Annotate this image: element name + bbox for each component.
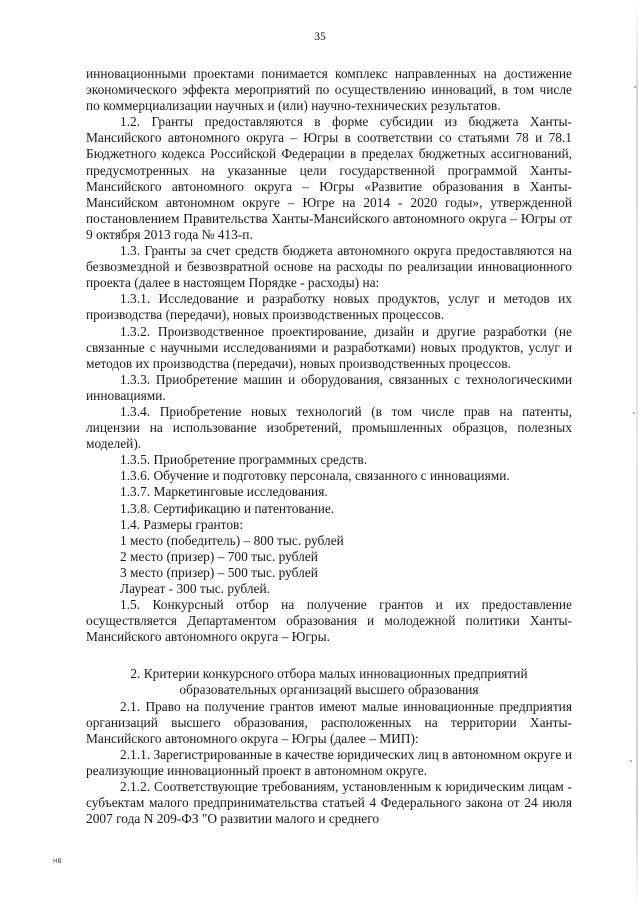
scan-dot (634, 86, 636, 88)
scan-dot (630, 760, 632, 762)
grant-size-third-place: 3 место (призер) – 500 тыс. рублей (120, 564, 318, 580)
paragraph-1-3-3: 1.3.3. Приобретение машин и оборудования, связанных с технологическими инновациями. (86, 371, 572, 403)
paragraph-1-3-8: 1.3.8. Сертификацию и патентование. (120, 500, 335, 516)
paragraph-1-3-4: 1.3.4. Приобретение новых технологий (в том числе прав на патенты, лицензии на использование изобретений, промышленных образцов, полезных моделей). (86, 403, 572, 452)
paragraph-intro-continuation: инновационными проектами понимается комплекс направленных на достижение экономического эффекта мероприятий по осуществлению инноваций, в том числе по коммерциализации научных и (или) научно-технических результатов. (86, 66, 572, 114)
paragraph-1-3: 1.3. Гранты за счет средств бюджета автономного округа предоставляются на безвозмездной и безвозвратной основе на расходы по реализации инновационного проекта (далее в настоящем Порядке - расходы) на: (86, 243, 572, 291)
paragraph-1-5: 1.5. Конкурсный отбор на получение грантов и их предоставление осуществляется Департаментом образования и молодежной политики Ханты-Мансийского автономного округа – Югры. (86, 597, 572, 645)
grant-size-laureate: Лауреат - 300 тыс. рублей. (120, 581, 271, 596)
paragraph-1-3-1: 1.3.1. Исследование и разработку новых продуктов, услуг и методов их производства (передачи), новых производственных процессов. (86, 291, 572, 323)
scan-edge (636, 0, 638, 905)
grant-size-second-place: 2 место (призер) – 700 тыс. рублей (120, 548, 318, 564)
document-body (86, 66, 572, 827)
grant-size-first-place: 1 место (победитель) – 800 тыс. рублей (120, 532, 344, 548)
section-2-heading-line-2: образовательных организаций высшего образования (179, 682, 479, 698)
section-spacer (86, 645, 572, 654)
scan-dot (633, 412, 635, 414)
paragraph-1-3-2: 1.3.2. Производственное проектирование, дизайн и другие разработки (не связанные с научными исследованиями и разработками) новых продуктов, услуг и методов их производства (передачи), новых производственных процессов. (86, 323, 572, 371)
paragraph-1-4: 1.4. Размеры грантов: (120, 516, 244, 532)
paragraph-1-3-6: 1.3.6. Обучение и подготовку персонала, связанного с инновациями. (120, 468, 510, 484)
paragraph-1-3-5: 1.3.5. Приобретение программных средств. (120, 452, 368, 468)
page-number: 35 (314, 31, 326, 43)
paragraph-1-2: 1.2. Гранты предоставляются в форме субсидии из бюджета Ханты-Мансийского автономного округа – Югры в соответствии со статьями 78 и 78.1 Бюджетного кодекса Российской Федерации в пределах бюджетных ассигнований, предусмотренных на указанные цели государственной программой Ханты-Мансийского автономного округа – Югры «Развитие образования в Ханты-Мансийском автономном округе – Югре на 2014 - 2020 годы», утвержденной постановлением Правительства Ханты-Мансийского автономного округа – Югры от 9 октября 2013 года № 413-п. (86, 114, 572, 242)
footer-mark: HB (53, 858, 62, 865)
section-2-heading-line-1: 2. Критерии конкурсного отбора малых инновационных предприятий (130, 666, 528, 682)
paragraph-2-1: 2.1. Право на получение грантов имеют малые инновационные предприятия организаций высшего образования, расположенных на территории Ханты-Мансийского автономного округа – Югры (далее – МИП): (86, 698, 572, 746)
paragraph-2-1-2: 2.1.2. Соответствующие требованиям, установленным к юридическим лицам - субъектам малого предпринимательства статьей 4 Федерального закона от 24 июля 2007 года N 209-ФЗ "О развитии малого и среднего (86, 779, 572, 827)
paragraph-1-3-7: 1.3.7. Маркетинговые исследования. (120, 484, 328, 500)
paragraph-2-1-1: 2.1.1. Зарегистрированные в качестве юридических лиц в автономном округе и реализующие инновационный проект в автономном округе. (86, 746, 572, 778)
